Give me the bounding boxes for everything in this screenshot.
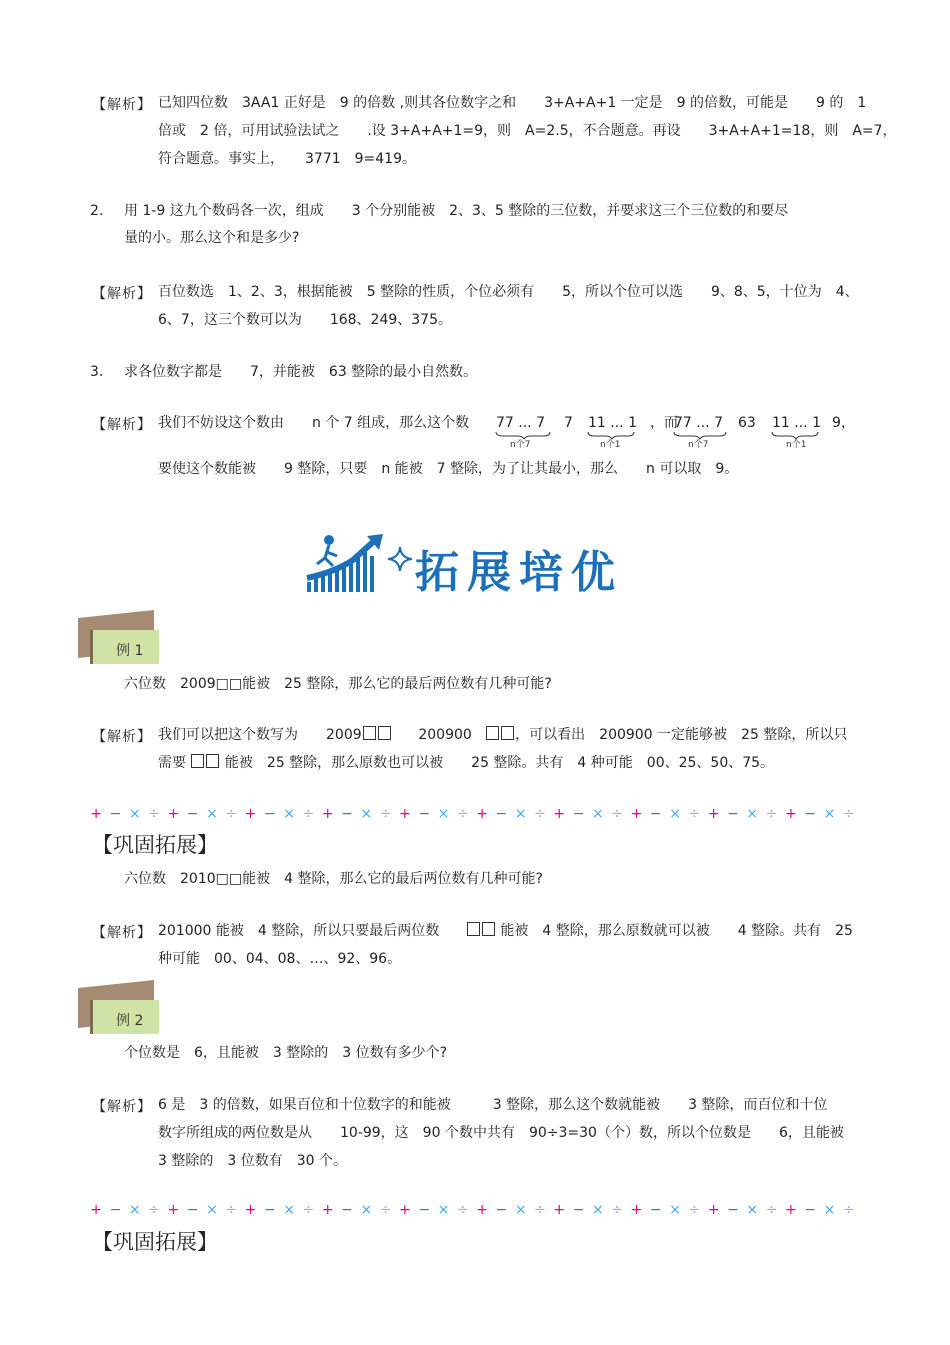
question-text-line: 量的小。那么这个和是多少? — [124, 230, 300, 246]
analysis-text-line: 3 整除的 3 位数有 30 个。 — [158, 1153, 347, 1169]
separator-symbol: − — [418, 1202, 434, 1218]
separator-symbol: × — [437, 1202, 453, 1218]
symbol-separator — [88, 806, 860, 828]
analysis-text-part: 能被 25 整除，那么原数也可以被 25 整除。共有 4 种可能 00、25、50、75。 — [224, 755, 775, 771]
example-badge-label: 例 1 — [116, 643, 144, 659]
separator-symbol: ÷ — [611, 1202, 627, 1218]
analysis-tag: 【解析】 — [92, 97, 152, 113]
separator-symbol: × — [592, 806, 607, 822]
separator-symbol: × — [514, 806, 530, 822]
separator-symbol: + — [244, 1202, 260, 1218]
example-question: 六位数 2009□□能被 25 整除，那么它的最后两位数有几种可能? — [124, 676, 552, 692]
separator-symbol: − — [418, 806, 434, 822]
separator-symbol: × — [283, 806, 298, 822]
blank-box — [206, 754, 219, 768]
formula-term: 9， — [832, 415, 855, 431]
example-question: 个位数是 6，且能被 3 整除的 3 位数有多少个? — [124, 1045, 448, 1061]
separator-symbol: × — [669, 806, 684, 822]
separator-symbol: − — [341, 1202, 356, 1218]
separator-symbol: ÷ — [842, 806, 858, 822]
question-number: 3. — [90, 364, 104, 380]
analysis-tag: 【解析】 — [92, 729, 152, 745]
separator-symbol: + — [476, 1202, 491, 1218]
brace-label: n个7 — [510, 440, 531, 450]
formula-term: 63 — [738, 415, 756, 431]
separator-symbol: − — [263, 1202, 279, 1218]
analysis-text-line: 符合题意。事实上， 3771 9=419。 — [158, 151, 416, 167]
formula-term: 11 ... 1 — [588, 415, 637, 431]
analysis-text-line: 要使这个数能被 9 整除，只要 n 能被 7 整除，为了让其最小，那么 n 可以取 9。 — [158, 461, 739, 477]
question-number: 2. — [90, 203, 104, 219]
separator-symbol: − — [263, 806, 279, 822]
consolidate-question: 六位数 2010□□能被 4 整除，那么它的最后两位数有几种可能? — [124, 871, 543, 887]
separator-symbol: + — [476, 806, 491, 822]
separator-symbol: ÷ — [842, 1202, 858, 1218]
separator-symbol: − — [804, 1202, 819, 1218]
separator-symbol: + — [90, 806, 106, 822]
separator-symbol: ÷ — [688, 1202, 704, 1218]
separator-symbol: ÷ — [302, 806, 318, 822]
section-banner — [305, 528, 645, 598]
separator-symbol: ÷ — [379, 1202, 395, 1218]
analysis-text-line: 6、7，这三个数可以为 168、249、375。 — [158, 312, 452, 328]
analysis-text-part: 200900 — [418, 727, 472, 743]
analysis-tag: 【解析】 — [92, 417, 152, 433]
separator-symbol: × — [823, 1202, 839, 1218]
blank-box — [486, 726, 499, 740]
separator-symbol: ÷ — [456, 1202, 472, 1218]
analysis-text-part: 201000 能被 4 整除，所以只要最后两位数 — [158, 923, 440, 939]
analysis-text-line: 倍或 2 倍，可用试验法试之 .设 3+A+A+1=9，则 A=2.5，不合题意。再设 3+A+A+1=18，则 A=7， — [158, 123, 897, 139]
analysis-text-line: 我们不妨设这个数由 n 个 7 组成，那么这个数 — [158, 415, 470, 431]
separator-symbol: + — [244, 806, 260, 822]
separator-symbol: − — [649, 806, 665, 822]
separator-symbol: × — [360, 806, 376, 822]
separator-symbol: × — [669, 1202, 684, 1218]
separator-symbol: ÷ — [534, 1202, 549, 1218]
separator-symbol: − — [109, 1202, 125, 1218]
separator-symbol: ÷ — [765, 1202, 781, 1218]
question-text-line: 求各位数字都是 7，并能被 63 整除的最小自然数。 — [124, 364, 478, 380]
separator-symbol: ÷ — [148, 806, 163, 822]
separator-symbol: ÷ — [765, 806, 781, 822]
analysis-text-line: 6 是 3 的倍数，如果百位和十位数字的和能被 3 整除，那么这个数就能被 3 整除，而百位和十位 — [158, 1097, 828, 1113]
separator-symbol: + — [167, 1202, 183, 1218]
separator-symbol: − — [186, 1202, 202, 1218]
analysis-text-line: 已知四位数 3AA1 正好是 9 的倍数 ,则其各位数字之和 3+A+A+1 一定是 9 的倍数，可能是 9 的 1 — [158, 95, 867, 111]
separator-symbol: × — [128, 1202, 144, 1218]
separator-symbol: + — [399, 1202, 414, 1218]
separator-symbol: + — [707, 806, 723, 822]
separator-symbol: + — [630, 1202, 646, 1218]
separator-symbol: ÷ — [534, 806, 549, 822]
separator-symbol: + — [553, 806, 569, 822]
separator-symbol: × — [746, 1202, 762, 1218]
separator-symbol: − — [649, 1202, 665, 1218]
consolidate-heading: 【巩固拓展】 — [92, 1230, 218, 1254]
separator-symbol: ÷ — [611, 806, 627, 822]
separator-symbol: ÷ — [148, 1202, 163, 1218]
blank-box — [378, 726, 391, 740]
separator-symbol: − — [495, 806, 511, 822]
blank-box — [467, 922, 480, 936]
separator-symbol: × — [283, 1202, 298, 1218]
separator-symbol: − — [572, 806, 588, 822]
separator-symbol: + — [784, 1202, 800, 1218]
consolidate-heading: 【巩固拓展】 — [92, 833, 218, 857]
blank-box — [363, 726, 376, 740]
brace-label: n个1 — [600, 440, 621, 450]
separator-symbol: + — [630, 806, 646, 822]
separator-symbol: + — [707, 1202, 723, 1218]
sparkle-icon — [387, 546, 413, 572]
separator-symbol: ÷ — [688, 806, 704, 822]
formula-term: 11 ... 1 — [772, 415, 821, 431]
formula-term: 7 — [564, 415, 573, 431]
analysis-text-line — [158, 753, 774, 773]
separator-symbol: × — [592, 1202, 607, 1218]
analysis-tag: 【解析】 — [92, 286, 152, 302]
banner-title: 拓展培优 — [415, 547, 623, 598]
separator-symbol: + — [321, 1202, 337, 1218]
separator-symbol: × — [360, 1202, 376, 1218]
separator-symbol: × — [514, 1202, 530, 1218]
example-badge-label: 例 2 — [116, 1013, 144, 1029]
analysis-text-line: 种可能 00、04、08、…、92、96。 — [158, 951, 402, 967]
separator-symbol: ÷ — [302, 1202, 318, 1218]
separator-symbol: × — [437, 806, 453, 822]
separator-symbol: − — [109, 806, 125, 822]
brace-label: n个7 — [688, 440, 709, 450]
separator-symbol: + — [553, 1202, 569, 1218]
separator-symbol: − — [804, 806, 819, 822]
separator-symbol: × — [746, 806, 762, 822]
separator-symbol: − — [727, 806, 742, 822]
separator-symbol: − — [727, 1202, 742, 1218]
example-badge — [78, 618, 158, 666]
blank-box — [501, 726, 514, 740]
separator-symbol: + — [321, 806, 337, 822]
separator-symbol: × — [128, 806, 144, 822]
separator-symbol: + — [399, 806, 414, 822]
separator-symbol: − — [495, 1202, 511, 1218]
analysis-text-part: 能被 4 整除，那么原数就可以被 4 整除。共有 25 — [500, 923, 853, 939]
separator-symbol: × — [823, 806, 839, 822]
separator-symbol: ÷ — [456, 806, 472, 822]
analysis-tag: 【解析】 — [92, 925, 152, 941]
analysis-text-line — [158, 725, 847, 745]
analysis-text-line: 百位数选 1、2、3，根据能被 5 整除的性质，个位必须有 5，所以个位可以选 9、8、5，十位为 4、 — [158, 284, 859, 300]
separator-symbol: + — [90, 1202, 106, 1218]
analysis-text-line: 数字所组成的两位数是从 10-99，这 90 个数中共有 90÷3=30（个）数，所以个位数是 6，且能被 — [158, 1125, 844, 1141]
analysis-tag: 【解析】 — [92, 1099, 152, 1115]
analysis-text-part: ，可以看出 200900 一定能够被 25 整除，所以只 — [515, 727, 848, 743]
blank-box — [191, 754, 204, 768]
growth-chart-icon — [305, 528, 395, 594]
separator-symbol: × — [206, 1202, 221, 1218]
separator-symbol: + — [784, 806, 800, 822]
separator-symbol: ÷ — [225, 1202, 241, 1218]
underbraces — [494, 430, 874, 440]
separator-symbol: − — [341, 806, 356, 822]
separator-symbol: × — [206, 806, 221, 822]
separator-symbol: + — [167, 806, 183, 822]
separator-symbol: − — [186, 806, 202, 822]
separator-symbol: − — [572, 1202, 588, 1218]
formula-term: ，而 — [650, 415, 678, 431]
separator-symbol: ÷ — [225, 806, 241, 822]
brace-label: n个1 — [786, 440, 807, 450]
example-badge — [78, 988, 158, 1036]
question-text-line: 用 1-9 这九个数码各一次，组成 3 个分别能被 2、3、5 整除的三位数，并要求这三个三位数的和要尽 — [124, 203, 789, 219]
analysis-text-part: 需要 — [158, 755, 186, 771]
separator-symbol: ÷ — [379, 806, 395, 822]
blank-box — [482, 922, 495, 936]
formula-term: 77 ... 7 — [674, 415, 723, 431]
analysis-text-part: 我们可以把这个数写为 2009 — [158, 727, 362, 743]
formula-term: 77 ... 7 — [496, 415, 545, 431]
symbol-separator — [88, 1202, 860, 1224]
analysis-text-line — [158, 921, 853, 941]
